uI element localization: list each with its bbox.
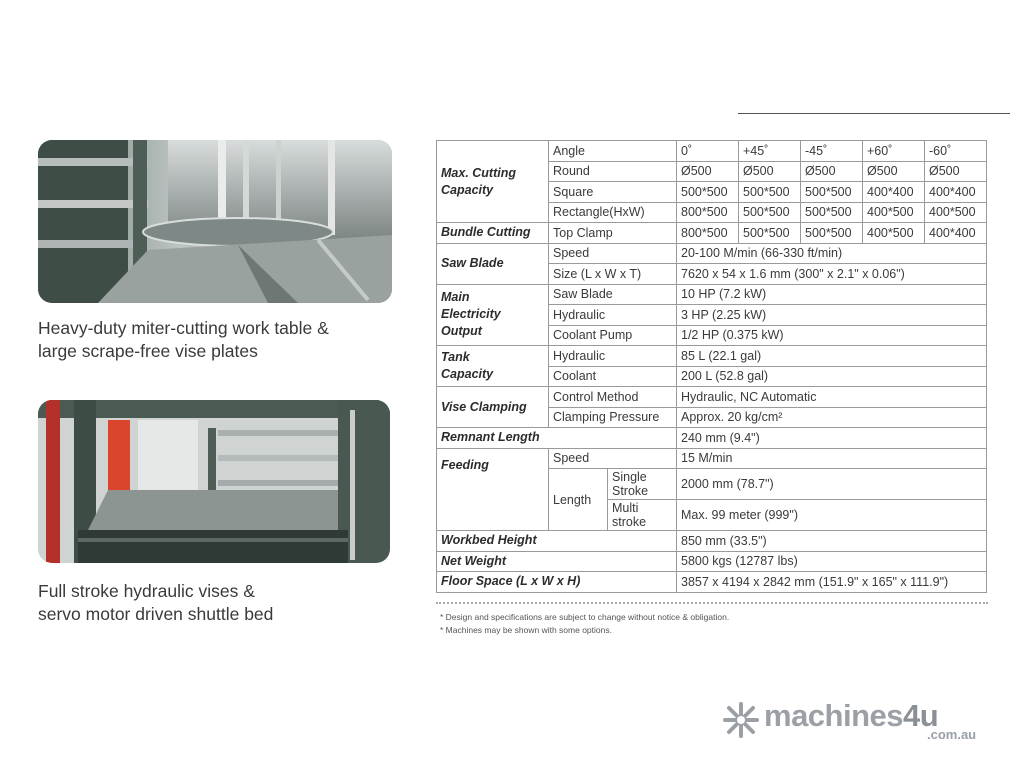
- cell: 0˚: [677, 141, 739, 162]
- cell-label: Angle: [549, 141, 677, 162]
- table-row: [437, 428, 987, 449]
- cell: +45˚: [739, 141, 801, 162]
- cell: Max. 99 meter (999"): [677, 500, 987, 531]
- cell: Ø500: [863, 161, 925, 182]
- cell: 1/2 HP (0.375 kW): [677, 325, 987, 346]
- vise-photo: [38, 400, 390, 563]
- cell-label: Speed: [549, 243, 677, 264]
- cell-label: Hydraulic: [549, 305, 677, 326]
- cell: 400*500: [863, 202, 925, 223]
- cell: Ø500: [739, 161, 801, 182]
- row-header: Bundle Cutting: [437, 223, 549, 244]
- logo-number: 4u: [903, 698, 939, 733]
- cell: 800*500: [677, 223, 739, 244]
- cell: 500*500: [739, 182, 801, 203]
- row-header: Workbed Height: [437, 531, 677, 552]
- row-header: Feeding: [437, 448, 549, 531]
- cell: 10 HP (7.2 kW): [677, 284, 987, 305]
- cell: Ø500: [677, 161, 739, 182]
- row-header: Saw Blade: [437, 243, 549, 284]
- cell: 500*500: [739, 202, 801, 223]
- table-row: [437, 243, 987, 264]
- cell: 7620 x 54 x 1.6 mm (300" x 2.1" x 0.06"): [677, 264, 987, 285]
- cell: 85 L (22.1 gal): [677, 346, 987, 367]
- table-row: [437, 531, 987, 552]
- work-table-caption: [38, 317, 329, 363]
- logo-wordmark: [764, 698, 938, 734]
- cell: 500*500: [801, 182, 863, 203]
- cell: Hydraulic, NC Automatic: [677, 387, 987, 408]
- cell: 400*400: [925, 182, 987, 203]
- row-header: [437, 284, 549, 346]
- header-line: Main: [441, 290, 470, 305]
- row-header: Net Weight: [437, 551, 677, 572]
- label-line: stroke: [612, 515, 647, 529]
- cell: -45˚: [801, 141, 863, 162]
- cell-label: Top Clamp: [549, 223, 677, 244]
- cell-label: Saw Blade: [549, 284, 677, 305]
- cell-label: Control Method: [549, 387, 677, 408]
- snowflake-icon: [722, 701, 760, 739]
- table-row: [437, 551, 987, 572]
- cell: 15 M/min: [677, 448, 987, 469]
- header-line: Output: [441, 324, 482, 339]
- cell-label: Clamping Pressure: [549, 407, 677, 428]
- header-line: Tank: [441, 350, 470, 364]
- row-header: Floor Space (L x W x H): [437, 572, 677, 593]
- cell: 400*500: [925, 202, 987, 223]
- row-header: [437, 346, 549, 387]
- logo-domain: .com.au: [927, 727, 977, 742]
- table-row: [437, 572, 987, 593]
- caption-line: Heavy-duty miter-cutting work table &: [38, 318, 329, 338]
- cell: 500*500: [801, 223, 863, 244]
- row-header: Remnant Length: [437, 428, 677, 449]
- label-line: Single: [612, 470, 647, 484]
- cell: 2000 mm (78.7"): [677, 469, 987, 500]
- cell-label: Length: [549, 469, 608, 531]
- cell: 3857 x 4194 x 2842 mm (151.9" x 165" x 111.9"): [677, 572, 987, 593]
- dotted-divider: [436, 602, 988, 604]
- cell-label: Round: [549, 161, 677, 182]
- header-rule: [738, 113, 1010, 114]
- cell-label: Hydraulic: [549, 346, 677, 367]
- cell: 500*500: [739, 223, 801, 244]
- caption-line: large scrape-free vise plates: [38, 341, 258, 361]
- footnote: * Machines may be shown with some options.: [440, 625, 612, 635]
- row-header: [437, 141, 549, 223]
- vise-caption: [38, 580, 273, 626]
- cell-label: [608, 469, 677, 500]
- cell-label: Coolant Pump: [549, 325, 677, 346]
- row-header: Vise Clamping: [437, 387, 549, 428]
- header-line: Electricity: [441, 307, 501, 322]
- label-line: Multi: [612, 501, 639, 515]
- cell-label: Rectangle(HxW): [549, 202, 677, 223]
- cell: 20-100 M/min (66-330 ft/min): [677, 243, 987, 264]
- cell: 5800 kgs (12787 lbs): [677, 551, 987, 572]
- table-row: [437, 387, 987, 408]
- footnotes: [440, 611, 729, 637]
- header-line: Capacity: [441, 182, 494, 197]
- cell: +60˚: [863, 141, 925, 162]
- cell-label: Square: [549, 182, 677, 203]
- cell: 850 mm (33.5"): [677, 531, 987, 552]
- cell: 500*500: [801, 202, 863, 223]
- table-row: [437, 141, 987, 162]
- cell: 200 L (52.8 gal): [677, 366, 987, 387]
- work-table-photo: [38, 140, 392, 303]
- specification-table: [436, 140, 987, 593]
- cell: Ø500: [801, 161, 863, 182]
- cell-label: Size (L x W x T): [549, 264, 677, 285]
- cell: -60˚: [925, 141, 987, 162]
- cell: 400*500: [863, 223, 925, 244]
- cell-label: Coolant: [549, 366, 677, 387]
- caption-line: Full stroke hydraulic vises &: [38, 581, 255, 601]
- table-row: [437, 284, 987, 305]
- logo-main: machines: [764, 698, 904, 733]
- cell: 800*500: [677, 202, 739, 223]
- table-row: [437, 448, 987, 469]
- header-line: Capacity: [441, 367, 494, 381]
- header-line: Max. Cutting: [441, 165, 516, 180]
- cell: Ø500: [925, 161, 987, 182]
- table-row: [437, 223, 987, 244]
- label-line: Stroke: [612, 484, 649, 498]
- machines4u-logo[interactable]: [722, 697, 992, 747]
- cell: Approx. 20 kg/cm²: [677, 407, 987, 428]
- table-row: [437, 346, 987, 367]
- cell: 400*400: [925, 223, 987, 244]
- cell: 500*500: [677, 182, 739, 203]
- cell: 240 mm (9.4"): [677, 428, 987, 449]
- cell-label: [608, 500, 677, 531]
- cell-label: Speed: [549, 448, 677, 469]
- footnote: * Design and specifications are subject to change without notice & obligation.: [440, 612, 730, 622]
- cell: 400*400: [863, 182, 925, 203]
- caption-line: servo motor driven shuttle bed: [38, 604, 274, 624]
- cell: 3 HP (2.25 kW): [677, 305, 987, 326]
